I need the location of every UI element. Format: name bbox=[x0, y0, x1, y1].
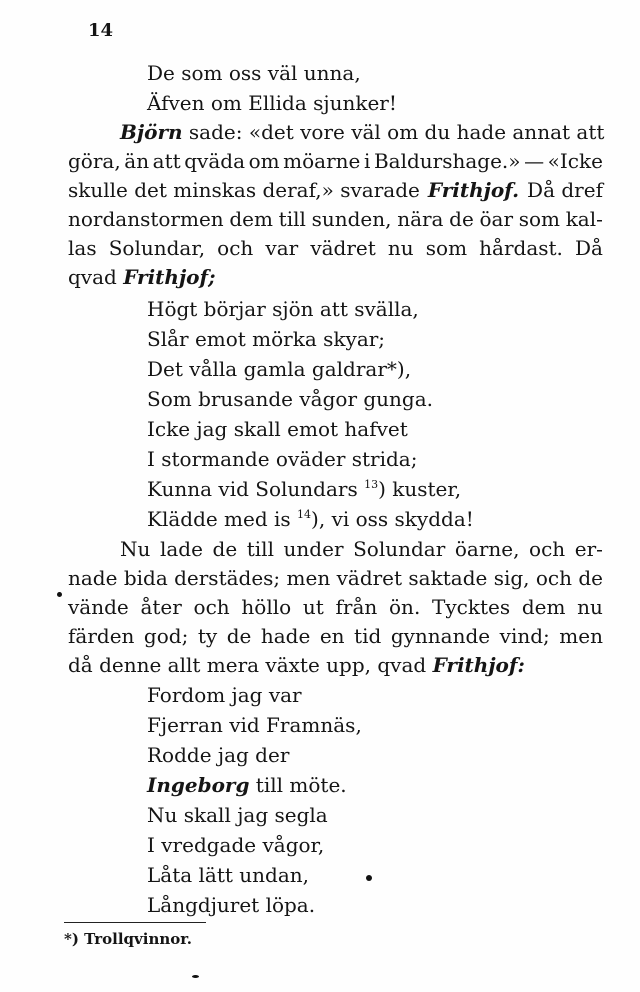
text-run: Långdjuret löpa. bbox=[147, 893, 316, 917]
word: lade bbox=[159, 537, 203, 561]
ink-speck bbox=[192, 975, 199, 978]
word: Då bbox=[575, 236, 603, 260]
text-run: I vredgade vågor, bbox=[147, 833, 325, 857]
word: Tycktes bbox=[432, 595, 511, 619]
italic-name: Frithjof; bbox=[123, 265, 216, 289]
verse-line bbox=[147, 294, 474, 324]
text-run: Klädde med is bbox=[147, 507, 298, 531]
verse-line: De som oss väl unna, bbox=[147, 61, 361, 85]
prose-line bbox=[68, 564, 603, 593]
verse-line bbox=[147, 770, 362, 800]
text-run: Rodde jag der bbox=[147, 743, 290, 767]
word: i bbox=[363, 149, 371, 173]
word: de bbox=[212, 537, 238, 561]
word: nade bbox=[68, 566, 118, 590]
word: göra, bbox=[68, 149, 121, 173]
footnote-ref: 14 bbox=[297, 508, 312, 521]
word: las bbox=[68, 236, 97, 260]
verse-line bbox=[147, 474, 474, 504]
word: Baldurshage.» bbox=[373, 149, 521, 173]
word: öarne, bbox=[454, 537, 520, 561]
word: hårdast. bbox=[479, 236, 563, 260]
verse-line bbox=[147, 830, 362, 860]
verse-line bbox=[147, 740, 362, 770]
text-run: ) kuster, bbox=[378, 477, 462, 501]
word: var bbox=[265, 236, 299, 260]
text-run: Högt börjar sjön att svälla, bbox=[147, 297, 419, 321]
word: och bbox=[193, 595, 230, 619]
word: ut bbox=[302, 595, 324, 619]
word: er- bbox=[574, 537, 603, 561]
verse-line bbox=[147, 384, 474, 414]
prose-line bbox=[68, 263, 603, 292]
text-run: Låta lätt undan, bbox=[147, 863, 310, 887]
word: till bbox=[246, 537, 274, 561]
word: öar bbox=[479, 207, 514, 231]
prose-line bbox=[68, 118, 603, 147]
italic-name: Ingeborg bbox=[147, 773, 250, 797]
word: nu bbox=[387, 236, 414, 260]
verse-line bbox=[147, 414, 474, 444]
word: som bbox=[518, 207, 560, 231]
word: och bbox=[529, 537, 566, 561]
prose-line bbox=[68, 593, 603, 622]
prose-line bbox=[68, 651, 603, 680]
word: ön. bbox=[389, 595, 421, 619]
word: hade bbox=[260, 624, 311, 648]
prose-line bbox=[68, 234, 603, 263]
word: ty bbox=[197, 624, 218, 648]
word: men bbox=[559, 624, 603, 648]
footnote: *) Trollqvinnor. bbox=[64, 930, 193, 948]
prose-paragraph-1 bbox=[68, 118, 603, 292]
text-run: qvad bbox=[68, 265, 124, 289]
word: från bbox=[335, 595, 378, 619]
word: nu bbox=[577, 595, 603, 619]
word: vind; bbox=[499, 624, 550, 648]
verse-middle bbox=[147, 294, 474, 534]
verse-bottom bbox=[147, 680, 362, 920]
prose-line bbox=[68, 535, 603, 564]
verse-line bbox=[147, 710, 362, 740]
word: och bbox=[217, 236, 254, 260]
word: sunden, bbox=[311, 207, 392, 231]
italic-name: Frithjof: bbox=[432, 653, 525, 677]
word: en bbox=[319, 624, 345, 648]
word: de bbox=[449, 207, 474, 231]
ink-speck bbox=[366, 875, 372, 881]
verse-top bbox=[147, 58, 397, 118]
word: bida bbox=[123, 566, 168, 590]
word: Solundar, bbox=[108, 236, 206, 260]
word: vädret bbox=[310, 236, 376, 260]
text-run: Då dref bbox=[520, 178, 603, 202]
text-run: Fjerran vid Framnäs, bbox=[147, 713, 362, 737]
prose-paragraph-2 bbox=[68, 535, 603, 680]
footnote-rule bbox=[64, 922, 206, 923]
italic-name: Björn bbox=[120, 120, 183, 144]
word: nära bbox=[397, 207, 444, 231]
verse-line bbox=[147, 860, 362, 890]
word: nordanstormen bbox=[68, 207, 224, 231]
footnote-ref: 13 bbox=[364, 478, 379, 491]
word: som bbox=[425, 236, 468, 260]
word: möarne bbox=[283, 149, 361, 173]
word: de bbox=[578, 566, 603, 590]
ink-speck bbox=[57, 592, 62, 597]
word: — bbox=[524, 149, 545, 173]
word: kal- bbox=[565, 207, 603, 231]
word: dem bbox=[229, 207, 273, 231]
word: gynnande bbox=[390, 624, 491, 648]
word: Nu bbox=[120, 537, 151, 561]
word: höllo bbox=[241, 595, 292, 619]
verse-line bbox=[147, 680, 362, 710]
text-run: Slår emot mörka skyar; bbox=[147, 327, 386, 351]
text-run: Det vålla gamla galdrar*), bbox=[147, 357, 412, 381]
verse-line bbox=[147, 444, 474, 474]
word: sig, bbox=[493, 566, 530, 590]
word: om bbox=[248, 149, 280, 173]
word: de bbox=[226, 624, 252, 648]
word: dem bbox=[521, 595, 566, 619]
prose-line bbox=[68, 176, 603, 205]
text-run: till möte. bbox=[249, 773, 347, 797]
verse-line bbox=[147, 324, 474, 354]
word: att bbox=[152, 149, 181, 173]
text-run: Kunna vid Solundars bbox=[147, 477, 365, 501]
text-run: Nu skall jag segla bbox=[147, 803, 328, 827]
text-run: sade: «det vore väl om du hade annat att bbox=[182, 120, 605, 144]
page-number: 14 bbox=[88, 20, 114, 41]
word: tid bbox=[354, 624, 382, 648]
word: saktade bbox=[408, 566, 488, 590]
text-run: Icke jag skall emot hafvet bbox=[147, 417, 408, 441]
text-run: skulle det minskas deraf,» svarade bbox=[68, 178, 427, 202]
word: qväda bbox=[184, 149, 245, 173]
word: åter bbox=[140, 595, 182, 619]
word: men bbox=[286, 566, 331, 590]
text-run: Fordom jag var bbox=[147, 683, 302, 707]
word: till bbox=[278, 207, 306, 231]
verse-line: Äfven om Ellida sjunker! bbox=[147, 91, 397, 115]
verse-line bbox=[147, 890, 362, 920]
word: under bbox=[283, 537, 344, 561]
verse-line bbox=[147, 354, 474, 384]
prose-line bbox=[68, 622, 603, 651]
verse-line bbox=[147, 504, 474, 534]
word: färden bbox=[68, 624, 135, 648]
word: god; bbox=[143, 624, 189, 648]
prose-line bbox=[68, 205, 603, 234]
word: än bbox=[124, 149, 150, 173]
text-run: ), vi oss skydda! bbox=[311, 507, 474, 531]
verse-line bbox=[147, 800, 362, 830]
word: «Icke bbox=[547, 149, 603, 173]
italic-name: Frithjof. bbox=[427, 178, 520, 202]
prose-line bbox=[68, 147, 603, 176]
word: derstädes; bbox=[174, 566, 281, 590]
word: vände bbox=[68, 595, 129, 619]
word: vädret bbox=[336, 566, 403, 590]
text-run: Som brusande vågor gunga. bbox=[147, 387, 434, 411]
word: Solundar bbox=[353, 537, 446, 561]
word: och bbox=[535, 566, 572, 590]
text-run: I stormande oväder strida; bbox=[147, 447, 418, 471]
text-run: då denne allt mera växte upp, qvad bbox=[68, 653, 433, 677]
